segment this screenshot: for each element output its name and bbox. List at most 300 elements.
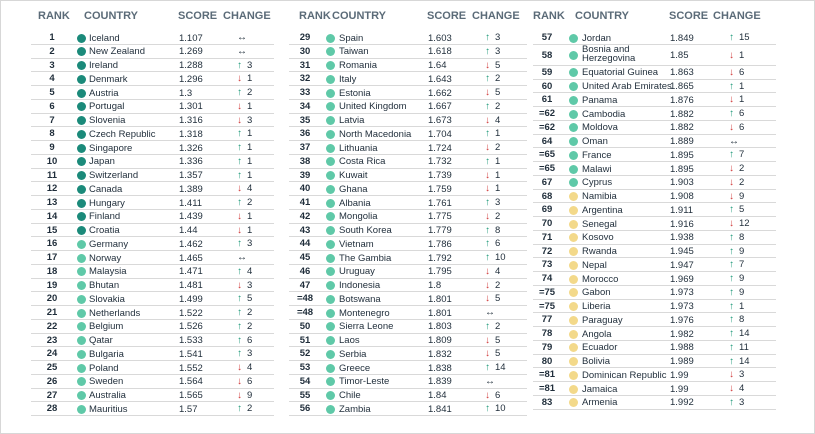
table-row <box>289 320 527 334</box>
country-name: Costa Rica <box>339 156 386 168</box>
rank-change <box>485 252 506 263</box>
arrow-down-icon: ↓ <box>237 362 242 373</box>
arrow-up-icon: ↑ <box>237 197 242 208</box>
rank-change <box>237 307 252 318</box>
rank-change <box>485 183 500 194</box>
peace-level-dot-icon <box>326 89 335 98</box>
change-header: CHANGE <box>223 10 271 22</box>
arrow-up-icon: ↑ <box>729 259 734 271</box>
rank-value: 72 <box>541 245 553 257</box>
change-value: 9 <box>739 190 745 202</box>
score-value: 1.439 <box>179 211 203 223</box>
table-row <box>289 402 527 416</box>
country-name: Bosnia and Herzegovina <box>582 43 636 64</box>
ranking-rows <box>533 31 776 410</box>
arrow-down-icon: ↓ <box>729 163 734 174</box>
rank-change <box>729 81 744 92</box>
table-row <box>31 45 274 59</box>
peace-level-dot-icon <box>326 130 335 139</box>
peace-level-dot-icon <box>77 212 86 221</box>
score-value: 1.673 <box>428 115 452 126</box>
change-value: 1 <box>247 142 253 153</box>
score-value: 1.795 <box>428 266 452 278</box>
score-value: 1.982 <box>670 328 694 340</box>
score-value: 1.973 <box>670 287 694 299</box>
peace-level-dot-icon <box>569 82 578 91</box>
change-value: 3 <box>739 369 745 381</box>
score-value: 1.541 <box>179 348 203 360</box>
score-value: 1.465 <box>179 252 203 264</box>
table-row <box>31 375 274 389</box>
peace-level-dot-icon <box>569 288 578 297</box>
score-value: 1.336 <box>179 156 203 168</box>
rank-value: 46 <box>299 265 311 277</box>
table-row <box>533 286 776 300</box>
change-value: 4 <box>247 362 253 373</box>
rank-change <box>729 218 750 229</box>
peace-level-dot-icon <box>77 130 86 139</box>
rank-change <box>729 177 744 188</box>
rank-header: RANK <box>38 10 70 22</box>
rank-change <box>485 142 500 153</box>
rank-change <box>729 108 744 119</box>
change-value: 2 <box>247 307 253 318</box>
score-value: 1.8 <box>428 280 442 291</box>
change-value: 1 <box>247 224 253 236</box>
score-header: SCORE <box>427 10 467 22</box>
change-value: 1 <box>495 183 501 195</box>
rank-value: 21 <box>46 307 58 318</box>
table-row <box>289 251 527 265</box>
change-value: 14 <box>739 355 750 367</box>
peace-level-dot-icon <box>569 110 578 119</box>
change-value: 11 <box>739 341 749 353</box>
table-row <box>31 320 274 334</box>
arrow-down-icon: ↓ <box>729 218 734 229</box>
peace-level-dot-icon <box>569 206 578 215</box>
country-name: Czech Republic <box>89 128 156 140</box>
country-name: Montenegro <box>339 307 390 319</box>
country-name: Italy <box>339 73 357 85</box>
rank-value: 27 <box>46 389 58 401</box>
arrow-up-icon: ↑ <box>485 32 490 43</box>
score-value: 1.838 <box>428 362 452 374</box>
rank-value: 29 <box>299 32 311 43</box>
rank-value: 13 <box>46 197 58 208</box>
rank-value: 14 <box>46 210 58 222</box>
rank-change <box>485 46 500 57</box>
table-row <box>31 169 274 183</box>
ranking-column-3 <box>533 1 776 410</box>
change-value: 1 <box>247 155 253 167</box>
table-row <box>289 210 527 224</box>
rank-value: =48 <box>296 307 314 318</box>
score-value: 1.947 <box>670 259 694 271</box>
peace-level-dot-icon <box>77 364 86 373</box>
table-row <box>533 162 776 176</box>
no-change-icon: ↔ <box>729 135 739 147</box>
score-value: 1.761 <box>428 197 452 209</box>
rank-value: 68 <box>541 190 553 202</box>
table-row <box>31 265 274 279</box>
rank-value: 59 <box>541 66 553 78</box>
country-name: Vietnam <box>339 238 374 250</box>
peace-level-dot-icon <box>326 295 335 304</box>
peace-level-dot-icon <box>569 330 578 339</box>
table-row <box>31 196 274 210</box>
arrow-down-icon: ↓ <box>485 59 490 71</box>
change-value: 5 <box>495 348 501 360</box>
rank-value: =62 <box>538 108 556 119</box>
change-value: 3 <box>739 396 745 408</box>
change-value: 7 <box>739 259 745 271</box>
country-name: Ghana <box>339 183 368 195</box>
rank-change <box>729 383 744 394</box>
rank-header: RANK <box>533 10 565 22</box>
change-value: 6 <box>739 66 745 78</box>
country-name: Poland <box>89 362 119 374</box>
country-name: Estonia <box>339 87 371 99</box>
change-value: 2 <box>495 320 501 332</box>
ranking-column-2 <box>289 1 527 416</box>
score-value: 1.471 <box>179 266 203 278</box>
score-value: 1.499 <box>179 293 203 305</box>
change-value: 2 <box>247 87 253 98</box>
rank-value: 18 <box>46 265 58 277</box>
table-row <box>31 127 274 141</box>
table-row <box>289 265 527 279</box>
table-row <box>31 100 274 114</box>
score-value: 1.786 <box>428 238 452 250</box>
change-value: 5 <box>739 204 745 216</box>
table-row <box>533 231 776 245</box>
no-change-icon: ↔ <box>485 375 495 387</box>
peace-level-dot-icon <box>326 116 335 125</box>
change-value: 2 <box>495 279 501 291</box>
rank-change <box>237 115 252 126</box>
score-value: 1.316 <box>179 115 203 126</box>
rank-value: =75 <box>538 286 556 298</box>
rank-value: 25 <box>46 362 58 373</box>
peace-level-dot-icon <box>77 281 86 290</box>
table-row <box>31 292 274 306</box>
score-value: 1.908 <box>670 191 694 202</box>
rank-change <box>485 32 500 43</box>
score-value: 1.3 <box>179 87 193 99</box>
country-name: Denmark <box>89 73 128 85</box>
column-header <box>289 1 527 31</box>
country-name: Botswana <box>339 293 381 305</box>
score-value: 1.522 <box>179 307 203 319</box>
table-row <box>533 368 776 382</box>
peace-level-dot-icon <box>569 233 578 242</box>
rank-change <box>237 266 252 277</box>
score-value: 1.667 <box>428 101 452 113</box>
rank-value: 53 <box>299 362 311 373</box>
peace-level-dot-icon <box>569 68 578 77</box>
score-header: SCORE <box>669 10 709 22</box>
rank-change <box>729 342 749 353</box>
rank-change <box>485 348 500 359</box>
arrow-up-icon: ↑ <box>237 265 242 277</box>
table-row <box>533 66 776 80</box>
peace-level-dot-icon <box>326 171 335 180</box>
arrow-down-icon: ↓ <box>729 190 734 202</box>
rank-value: 40 <box>299 183 311 195</box>
rank-value: =65 <box>538 149 556 161</box>
change-value: 1 <box>247 100 253 112</box>
score-value: 1.662 <box>428 87 452 99</box>
country-name: Angola <box>582 328 612 340</box>
arrow-down-icon: ↓ <box>237 389 242 401</box>
table-row <box>533 300 776 314</box>
score-value: 1.792 <box>428 252 452 264</box>
peace-level-dot-icon <box>569 51 578 60</box>
rank-change <box>237 142 252 153</box>
ranking-rows <box>289 31 527 416</box>
arrow-up-icon: ↑ <box>237 238 242 250</box>
rank-value: 4 <box>49 73 55 85</box>
peace-level-dot-icon <box>77 47 86 56</box>
rank-value: 37 <box>299 142 311 153</box>
change-value: 4 <box>495 265 501 277</box>
change-value: 2 <box>495 100 501 112</box>
arrow-down-icon: ↓ <box>729 121 734 133</box>
ranking-rows <box>31 31 274 416</box>
country-name: Morocco <box>582 273 619 285</box>
arrow-up-icon: ↑ <box>237 128 242 140</box>
table-row <box>289 237 527 251</box>
no-change-icon: ↔ <box>237 32 247 43</box>
change-value: 14 <box>495 362 506 373</box>
country-name: Qatar <box>89 335 113 346</box>
table-row <box>289 127 527 141</box>
change-header: CHANGE <box>472 10 520 22</box>
change-value: 3 <box>495 45 501 57</box>
country-name: Moldova <box>582 122 618 134</box>
peace-level-dot-icon <box>569 192 578 201</box>
score-value: 1.803 <box>428 321 452 333</box>
rank-change <box>729 149 744 160</box>
rank-change <box>485 60 500 71</box>
change-value: 1 <box>739 94 745 106</box>
country-name: Jamaica <box>582 383 618 395</box>
score-value: 1.85 <box>670 49 689 61</box>
arrow-down-icon: ↓ <box>485 142 490 153</box>
peace-level-dot-icon <box>326 226 335 235</box>
country-name: United Kingdom <box>339 101 407 113</box>
rank-value: 69 <box>541 204 553 216</box>
arrow-up-icon: ↑ <box>237 155 242 167</box>
arrow-up-icon: ↑ <box>237 320 242 332</box>
column-header <box>31 1 274 31</box>
change-value: 10 <box>495 252 506 263</box>
rank-change <box>485 197 500 208</box>
table-row <box>289 196 527 210</box>
peace-level-dot-icon <box>77 116 86 125</box>
rank-value: 3 <box>49 59 55 71</box>
arrow-up-icon: ↑ <box>729 286 734 298</box>
score-value: 1.849 <box>670 32 694 44</box>
peace-level-dot-icon <box>326 144 335 153</box>
country-name: Nepal <box>582 259 607 271</box>
country-name: Cambodia <box>582 108 626 120</box>
arrow-down-icon: ↓ <box>485 293 490 305</box>
peace-level-dot-icon <box>77 199 86 208</box>
rank-value: 12 <box>46 183 58 195</box>
table-row <box>533 203 776 217</box>
rank-change <box>485 101 500 112</box>
change-value: 2 <box>739 163 745 174</box>
rank-change <box>237 238 252 249</box>
rank-change <box>485 115 500 126</box>
rank-change <box>485 403 506 414</box>
peace-level-dot-icon <box>326 377 335 386</box>
score-value: 1.57 <box>179 403 198 415</box>
table-row <box>31 141 274 155</box>
score-value: 1.809 <box>428 335 452 346</box>
country-name: Romania <box>339 60 378 71</box>
country-name: Canada <box>89 183 123 195</box>
score-value: 1.739 <box>428 170 452 181</box>
table-row <box>533 355 776 369</box>
peace-level-dot-icon <box>569 151 578 160</box>
rank-change <box>237 46 251 57</box>
rank-change <box>237 211 252 222</box>
arrow-down-icon: ↓ <box>485 183 490 195</box>
change-value: 2 <box>495 210 501 222</box>
arrow-down-icon: ↓ <box>237 210 242 222</box>
arrow-up-icon: ↑ <box>485 238 490 250</box>
score-value: 1.938 <box>670 232 694 244</box>
peace-level-dot-icon <box>326 157 335 166</box>
rank-value: 19 <box>46 279 58 291</box>
ranking-column-1 <box>31 1 274 416</box>
country-name: Albania <box>339 197 371 209</box>
score-value: 1.462 <box>179 238 203 250</box>
score-value: 1.801 <box>428 293 452 305</box>
rank-value: 8 <box>49 128 55 140</box>
arrow-up-icon: ↑ <box>729 396 734 408</box>
peace-level-dot-icon <box>77 75 86 84</box>
table-row <box>31 389 274 403</box>
country-name: Gabon <box>582 287 611 299</box>
score-value: 1.603 <box>428 32 452 44</box>
peace-level-dot-icon <box>77 185 86 194</box>
arrow-down-icon: ↓ <box>729 49 734 61</box>
country-name: Bhutan <box>89 280 120 291</box>
score-value: 1.865 <box>670 81 694 92</box>
arrow-up-icon: ↑ <box>237 169 242 181</box>
arrow-down-icon: ↓ <box>729 94 734 106</box>
country-name: Netherlands <box>89 307 141 319</box>
table-row <box>289 141 527 155</box>
country-name: Hungary <box>89 197 125 209</box>
peace-level-dot-icon <box>569 34 578 43</box>
score-value: 1.839 <box>428 376 452 388</box>
country-name: France <box>582 149 612 161</box>
rank-value: =81 <box>538 369 556 381</box>
country-name: Argentina <box>582 204 623 216</box>
rank-change <box>237 128 252 139</box>
table-row <box>533 176 776 190</box>
arrow-down-icon: ↓ <box>485 389 490 401</box>
country-name: Singapore <box>89 142 133 154</box>
table-row <box>533 121 776 135</box>
table-row <box>31 237 274 251</box>
score-value: 1.389 <box>179 183 203 195</box>
country-name: Indonesia <box>339 280 381 291</box>
arrow-down-icon: ↓ <box>485 210 490 222</box>
change-value: 7 <box>739 149 745 161</box>
table-row <box>289 59 527 73</box>
table-row <box>533 31 776 45</box>
arrow-up-icon: ↑ <box>237 87 242 98</box>
peace-level-dot-icon <box>326 240 335 249</box>
rank-value: 77 <box>541 314 553 326</box>
country-name: Greece <box>339 362 371 374</box>
country-name: The Gambia <box>339 252 392 264</box>
score-value: 1.779 <box>428 225 452 236</box>
change-value: 9 <box>739 273 745 284</box>
rank-change <box>729 32 750 43</box>
rank-change <box>237 376 252 387</box>
score-value: 1.988 <box>670 342 694 354</box>
score-value: 1.564 <box>179 376 203 388</box>
change-value: 8 <box>739 314 745 326</box>
rank-change <box>485 238 500 249</box>
score-value: 1.411 <box>179 197 203 209</box>
table-row <box>533 217 776 231</box>
rank-change <box>729 301 744 312</box>
country-name: Dominican Republic <box>582 369 667 381</box>
change-value: 2 <box>495 73 501 85</box>
rank-change <box>485 293 500 304</box>
table-row <box>31 31 274 45</box>
arrow-down-icon: ↓ <box>237 183 242 195</box>
rank-change <box>729 259 744 270</box>
arrow-up-icon: ↑ <box>485 45 490 57</box>
peace-level-dot-icon <box>326 102 335 111</box>
change-value: 4 <box>495 114 501 126</box>
change-value: 1 <box>739 300 745 312</box>
score-value: 1.759 <box>428 183 452 195</box>
rank-change <box>485 321 500 332</box>
rank-value: 24 <box>46 348 58 360</box>
table-row <box>289 292 527 306</box>
country-name: Lithuania <box>339 142 378 154</box>
rank-value: 67 <box>541 176 553 188</box>
country-name: Finland <box>89 211 121 223</box>
arrow-up-icon: ↑ <box>729 80 734 92</box>
change-value: 2 <box>247 403 253 415</box>
country-name: Portugal <box>89 101 125 113</box>
arrow-up-icon: ↑ <box>237 293 242 305</box>
score-value: 1.916 <box>670 218 694 230</box>
rank-change <box>729 136 743 147</box>
country-name: Taiwan <box>339 46 369 58</box>
rank-value: 41 <box>299 197 311 208</box>
peace-level-dot-icon <box>326 47 335 56</box>
table-row <box>289 169 527 183</box>
arrow-up-icon: ↑ <box>729 108 734 119</box>
table-row <box>31 251 274 265</box>
rank-change <box>729 287 744 298</box>
column-header <box>533 1 776 31</box>
country-name: Jordan <box>582 32 612 44</box>
country-name: Laos <box>339 335 360 346</box>
score-value: 1.704 <box>428 128 452 140</box>
